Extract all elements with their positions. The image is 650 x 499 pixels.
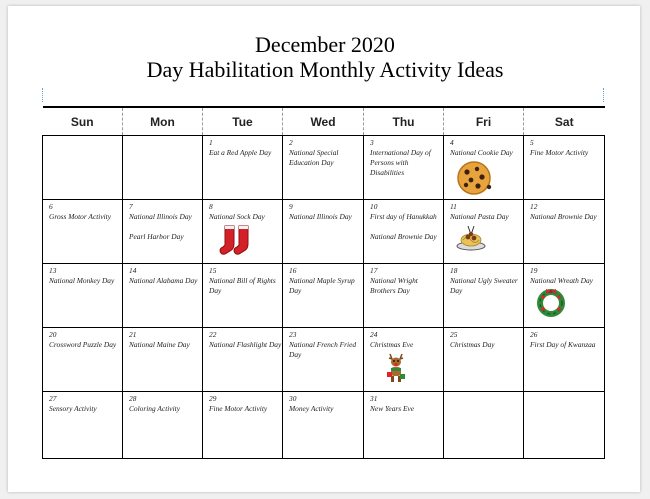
day-number: 29 [209,394,217,403]
day-cell[interactable] [43,392,123,459]
page-title: December 2020 [255,32,395,57]
day-number: 14 [129,266,137,275]
day-number: 15 [209,266,217,275]
calendar-grid [42,106,605,459]
day-number: 8 [209,202,213,211]
day-event: National Cookie Day [450,148,513,157]
day-cell[interactable] [524,392,605,459]
day-cell[interactable] [524,200,605,264]
day-cell[interactable] [444,136,524,200]
day-event: National Maple Syrup Day [289,276,355,295]
day-cell[interactable] [364,328,444,392]
day-event: National Ugly Sweater Day [450,276,518,295]
day-event: Coloring Activity [129,404,180,413]
day-number: 7 [129,202,133,211]
week-row [43,200,605,264]
day-number: 3 [370,138,374,147]
day-cell[interactable] [283,200,364,264]
day-number: 9 [289,202,293,211]
day-number: 20 [49,330,57,339]
day-cell[interactable] [123,264,203,328]
day-number: 12 [530,202,538,211]
day-cell[interactable] [123,392,203,459]
day-event: New Years Eve [370,404,415,413]
weekday-header-row [43,107,605,136]
day-cell[interactable] [203,136,283,200]
day-number: 24 [370,330,378,339]
day-event: National French Fried Day [289,340,357,359]
day-number: 11 [450,202,457,211]
weekday-header: Sat [524,107,605,136]
day-number: 5 [530,138,534,147]
day-cell[interactable] [444,392,524,459]
weekday-header: Thu [364,107,444,136]
day-number: 27 [49,394,57,403]
day-event: National Special Education Day [289,148,339,167]
day-event: Christmas Eve [370,340,414,349]
day-number: 31 [370,394,378,403]
day-number: 19 [530,266,538,275]
day-event: Fine Motor Activity [209,404,268,413]
day-event: National Illinois Day [289,212,352,221]
day-cell[interactable] [364,200,444,264]
day-cell[interactable] [203,200,283,264]
weekday-header: Fri [444,107,524,136]
day-cell[interactable] [364,392,444,459]
day-number: 28 [129,394,137,403]
day-number: 13 [49,266,57,275]
pasta-icon [456,224,486,252]
day-event-secondary: Pearl Harbor Day [129,232,184,241]
day-event: National Pasta Day [450,212,509,221]
day-event: National Wright Brothers Day [370,276,418,295]
day-number: 23 [289,330,297,339]
reindeer-icon [384,352,408,384]
day-number: 26 [530,330,538,339]
day-cell[interactable] [123,328,203,392]
day-event: National Flashlight Day [209,340,282,349]
day-number: 10 [370,202,378,211]
wreath-icon [536,288,566,318]
day-cell[interactable] [364,136,444,200]
weekday-header: Sun [43,107,123,136]
week-row [43,136,605,200]
day-event: National Bill of Rights Day [209,276,276,295]
weekday-header: Tue [203,107,283,136]
day-event: International Day of Persons with Disabilities [370,148,431,177]
day-cell[interactable] [524,328,605,392]
day-number: 1 [209,138,213,147]
day-event: National Illinois Day [129,212,192,221]
day-cell[interactable] [123,136,203,200]
day-event: First Day of Kwanzaa [530,340,596,349]
day-event-secondary: National Brownie Day [370,232,437,241]
day-number: 30 [289,394,297,403]
day-event: Fine Motor Activity [530,148,589,157]
day-cell[interactable] [283,392,364,459]
day-cell[interactable] [524,136,605,200]
week-row [43,264,605,328]
day-cell[interactable] [43,200,123,264]
day-event: National Sock Day [209,212,265,221]
day-event: National Brownie Day [530,212,597,221]
day-number: 25 [450,330,458,339]
day-cell[interactable] [524,264,605,328]
day-event: National Alabama Day [129,276,198,285]
day-event: Sensory Activity [49,404,97,413]
day-cell[interactable] [43,136,123,200]
day-cell[interactable] [203,392,283,459]
day-cell[interactable] [43,328,123,392]
day-event: Money Activity [289,404,334,413]
day-cell[interactable] [203,264,283,328]
day-number: 2 [289,138,293,147]
day-event: National Monkey Day [49,276,115,285]
day-event: Eat a Red Apple Day [209,148,272,157]
day-number: 4 [450,138,454,147]
day-number: 21 [129,330,137,339]
day-cell[interactable] [364,264,444,328]
day-event: First day of Hanukkah [370,212,437,221]
margin-guide-right [603,88,604,102]
cookie-icon [456,160,492,196]
week-row [43,392,605,459]
day-number: 17 [370,266,378,275]
page-subtitle: Day Habilitation Monthly Activity Ideas [146,57,504,82]
day-event: Crossword Puzzle Day [49,340,117,349]
day-cell[interactable] [444,264,524,328]
weekday-header: Wed [283,107,364,136]
day-cell[interactable] [123,200,203,264]
day-event: Gross Motor Activity [49,212,111,221]
weekday-header: Mon [123,107,203,136]
margin-guide-left [42,88,43,102]
day-cell[interactable] [283,328,364,392]
day-event: Christmas Day [450,340,495,349]
day-number: 22 [209,330,217,339]
day-event: National Maine Day [129,340,190,349]
day-cell[interactable] [43,264,123,328]
day-cell[interactable] [203,328,283,392]
day-number: 18 [450,266,458,275]
day-number: 6 [49,202,53,211]
day-cell[interactable] [283,136,364,200]
day-cell[interactable] [283,264,364,328]
day-cell[interactable] [444,200,524,264]
socks-icon [219,224,255,258]
day-number: 16 [289,266,297,275]
week-row [43,328,605,392]
day-cell[interactable] [444,328,524,392]
day-event: National Wreath Day [530,276,593,285]
